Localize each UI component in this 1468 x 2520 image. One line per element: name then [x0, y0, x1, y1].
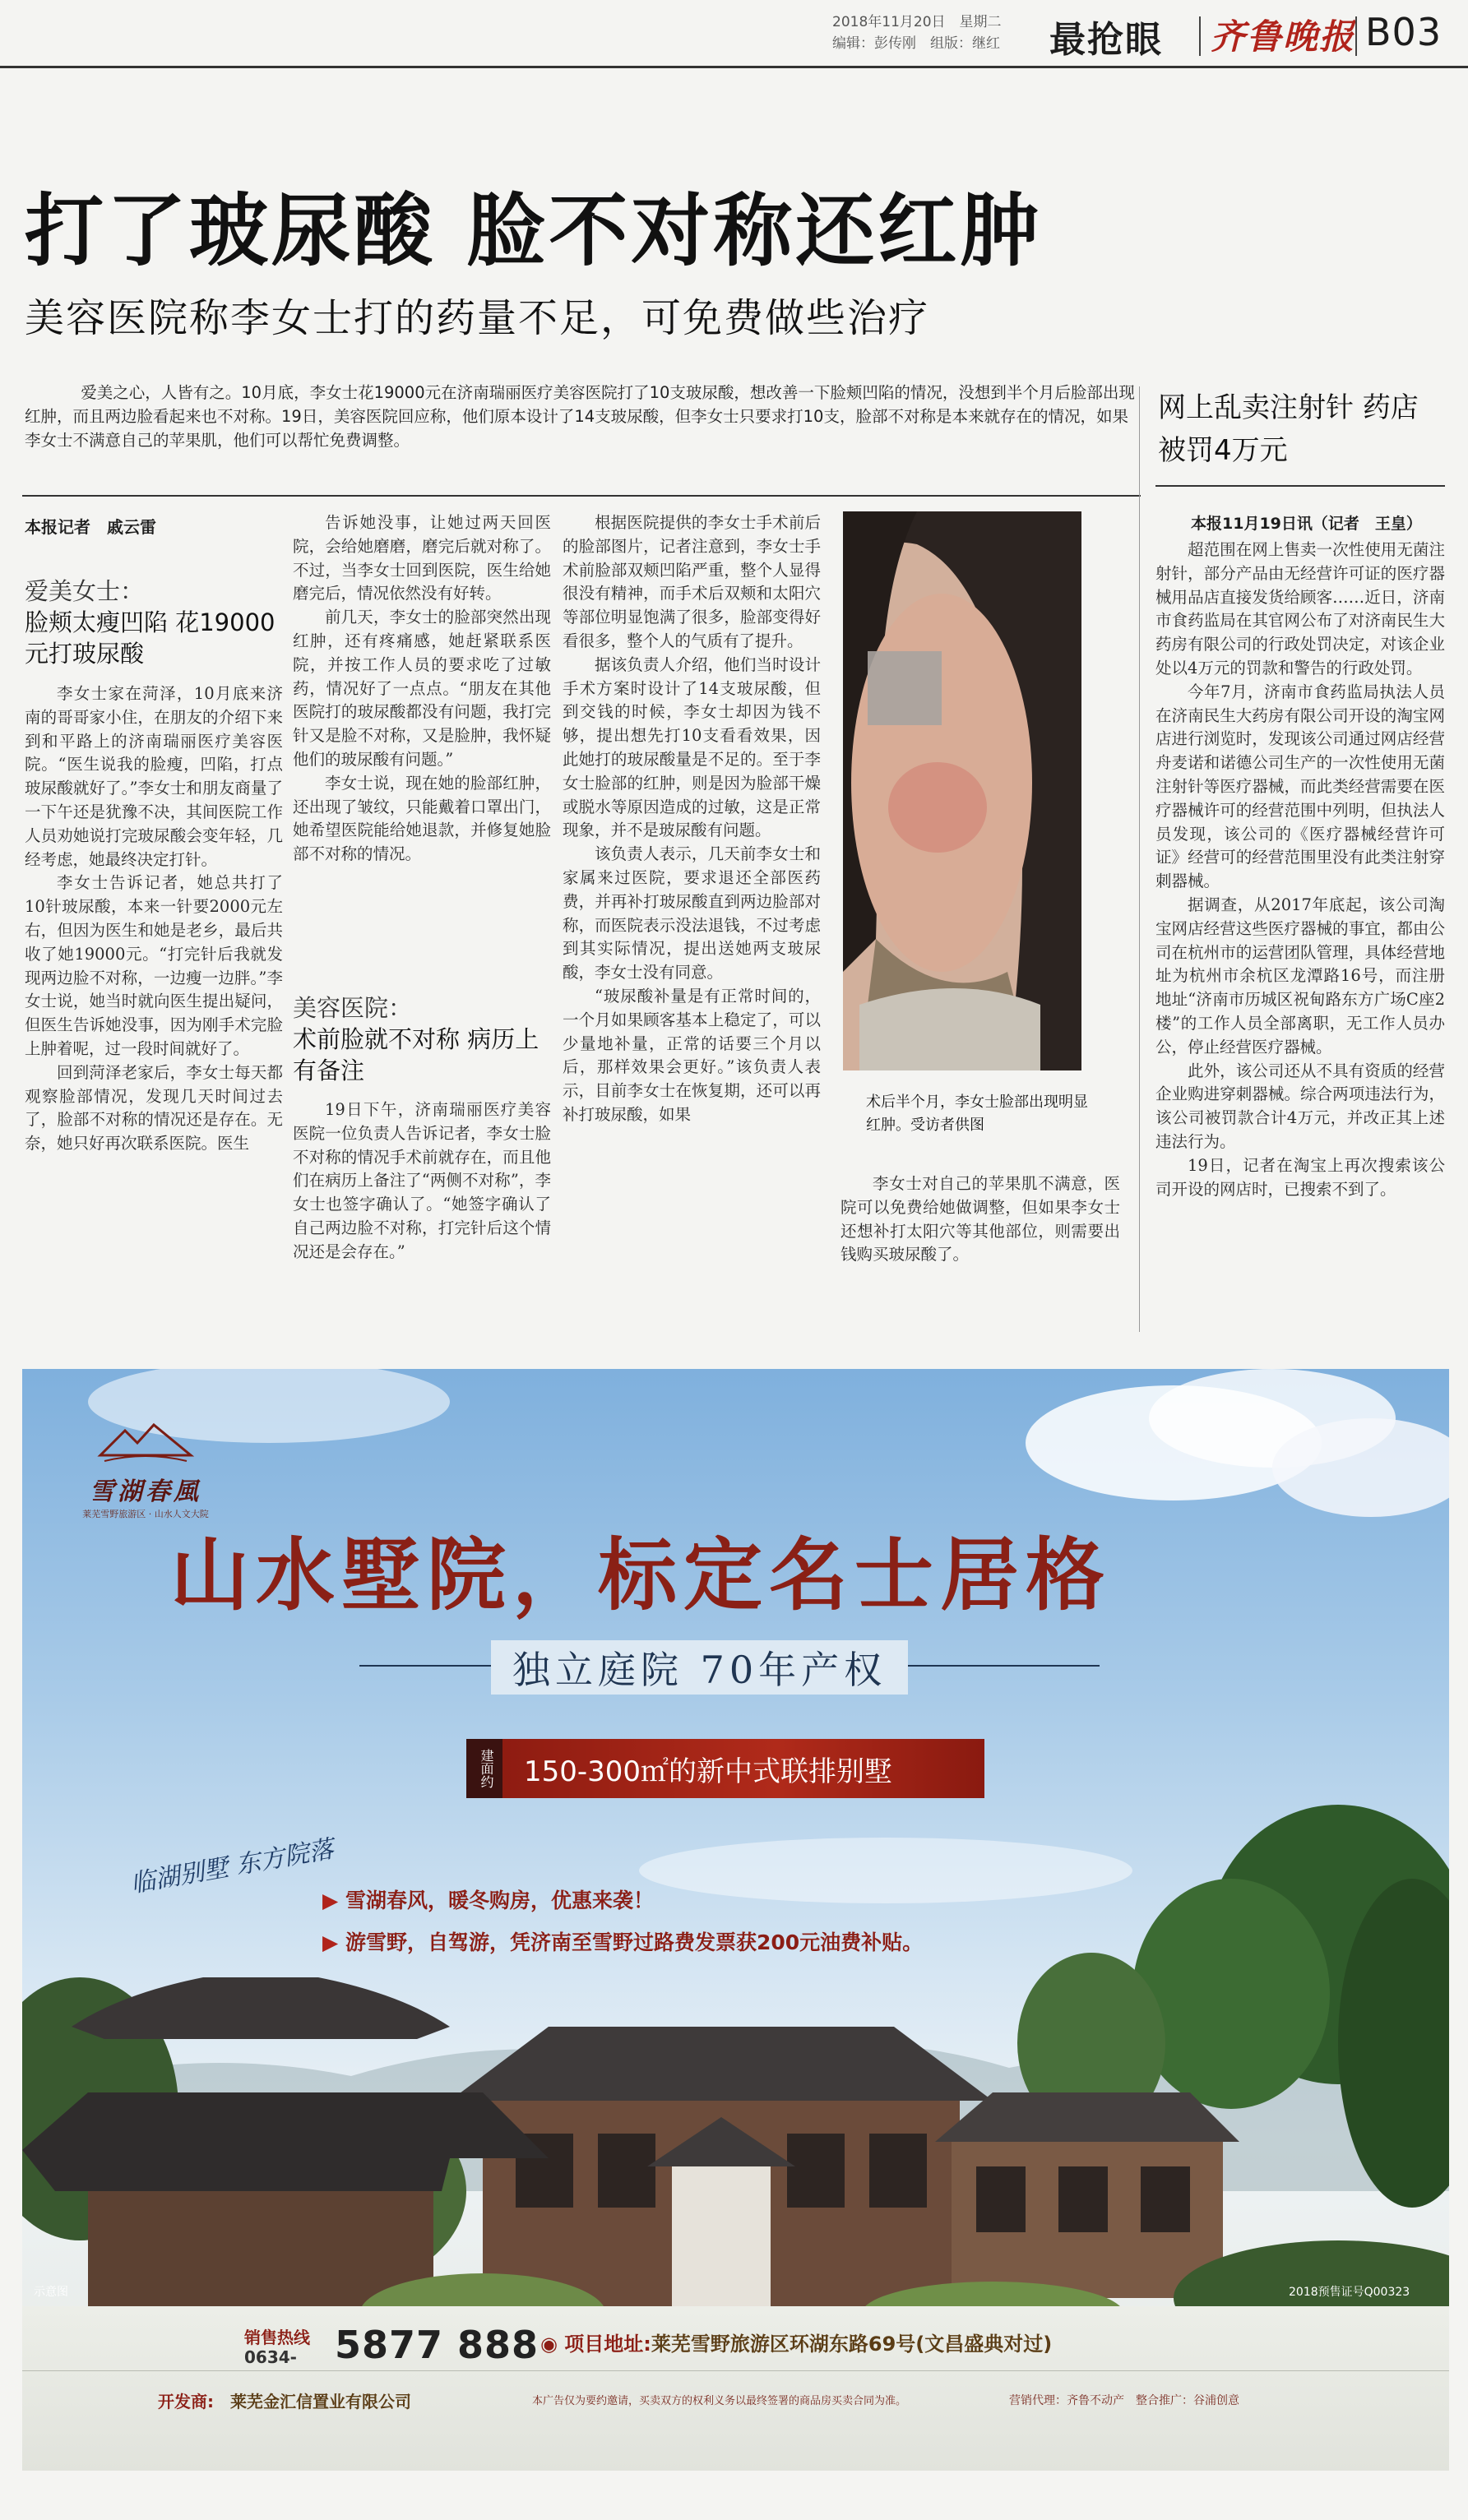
- developer-line: [158, 2388, 411, 2412]
- paragraph: 该负责人表示，几天前李女士和家属来过医院，要求退还全部医药费，并再补打玻尿酸直到两边脸部对称，而医院表示没法退钱，不过考虑到其实际情况，提出送她两支玻尿酸，李女士没有同意。: [563, 844, 821, 983]
- ad-bullet-1: [322, 1884, 654, 1914]
- ad-bullet-2: [322, 1926, 923, 1956]
- section-title-2: 术前脸就不对称 病历上有备注: [293, 1025, 540, 1084]
- illustration-note: 示意图: [34, 2286, 68, 2299]
- layout-credit: 组版：继红: [930, 35, 1000, 52]
- issue-weekday: 星期二: [959, 14, 1002, 30]
- triangle-bullet-icon: ▶: [322, 1930, 345, 1954]
- bullet-text: 游雪野，自驾游，凭济南至雪野过路费发票获200元油费补贴。: [345, 1930, 924, 1954]
- hotline-block: [244, 2328, 310, 2367]
- paragraph: 19日下午，济南瑞丽医疗美容医院一位负责人告诉记者，李女士脸不对称的情况手术前就存在，而且他们在病历上备注了“两侧不对称”，李女士也签字确认了。“她签字确认了自己两边脸不对称，打完针后这个情况还是会存在。”: [293, 1100, 551, 1261]
- size-band: [466, 1739, 984, 1798]
- sidebar-headline: 网上乱卖注射针 药店被罚4万元: [1158, 391, 1419, 467]
- paragraph: 李女士家在菏泽，10月底来济南的哥哥家小住，在朋友的介绍下来到和平路上的济南瑞丽医疗美容医院。“医生说我的脸瘦，凹陷，打点玻尿酸就好了。”李女士和朋友商量了一下午还是犹豫不决，其间医院工作人员劝她说打完玻尿酸会变年轻，几经考虑，她最终决定打针。: [25, 684, 283, 869]
- ad-title: 山水墅院，标定名士居格: [170, 1528, 1111, 1621]
- footer-divider: [22, 2370, 1449, 2371]
- issue-date: 2018年11月20日: [832, 14, 946, 30]
- paragraph: 李女士对自己的苹果肌不满意，医院可以免费给她做调整，但如果李女士还想补打太阳穴等其他部位，则需要出钱购买玻尿酸了。: [841, 1174, 1120, 1265]
- page-number: B03: [1365, 10, 1443, 54]
- editor: 编辑：彭传刚: [832, 35, 916, 52]
- news-photo: [843, 511, 1081, 1070]
- sidebar-byline: 本报11月19日讯（记者 王皇）: [1191, 515, 1422, 533]
- paragraph: 告诉她没事，让她过两天回医院，会给她磨磨，磨完后就对称了。不过，当李女士回到医院，医生给她磨完后，情况依然没有好转。: [293, 513, 551, 603]
- masthead-rule: [0, 66, 1468, 68]
- paragraph: 根据医院提供的李女士手术前后的脸部图片，记者注意到，李女士手术前脸部双颊凹陷严重，整个人显得很没有精神，而手术后双颊和太阳穴等部位明显饱满了很多，脸部变得好看很多，整个人的气质有了提升。: [563, 513, 821, 650]
- ad-footer: [22, 2306, 1449, 2471]
- section-heading-1: [25, 576, 280, 669]
- masthead-divider: [1199, 16, 1201, 56]
- section-name: 最抢眼: [1049, 19, 1163, 61]
- hotline-label: 销售热线: [244, 2328, 310, 2347]
- paragraph: “玻尿酸补量是有正常时间的，一个月如果顾客基本上稳定了，可以少量地补量，正常的话要三个月以后，那样效果会更好。”该负责人表示，目前李女士在恢复期，还可以再补打玻尿酸，如果: [563, 986, 821, 1124]
- paragraph: 此外，该公司还从不具有资质的经营企业购进穿刺器械。综合两项违法行为，该公司被罚款合计4万元，并改正其上述违法行为。: [1155, 1061, 1445, 1151]
- section-title-1: 脸颊太瘦凹陷 花19000元打玻尿酸: [25, 608, 276, 668]
- developer-name: 莱芜金汇信置业有限公司: [230, 2392, 411, 2411]
- band-tag: 建面约: [466, 1739, 502, 1798]
- paragraph: 前几天，李女士的脸部突然出现红肿，还有疼痛感，她赶紧联系医院，并按工作人员的要求吃了过敏药，情况好了一点点。“朋友在其他医院打的玻尿酸都没有问题，我打完针又是脸不对称，又是脸肿，我怀疑他们的玻尿酸有问题。”: [293, 608, 551, 769]
- ad-agencies: 营销代理：齐鲁不动产 整合推广：谷浦创意: [1009, 2394, 1239, 2407]
- triangle-bullet-icon: ▶: [322, 1889, 345, 1912]
- paragraph: 回到菏泽老家后，李女士每天都观察脸部情况，发现几天时间过去了，脸部不对称的情况还是存在。无奈，她只好再次联系医院。医生: [25, 1062, 283, 1154]
- brand-tagline: 莱芜雪野旅游区 · 山水人文大院: [82, 1509, 209, 1519]
- section-label-1: 爱美女士：: [25, 577, 145, 605]
- area-code: 0634-: [244, 2347, 297, 2367]
- section-heading-2: [293, 992, 551, 1086]
- address-label: 项目地址:: [564, 2333, 651, 2356]
- paragraph: 据该负责人介绍，他们当时设计手术方案时设计了14支玻尿酸，但到交钱的时候，李女士却因为钱不够，提出想先打10支看看效果，因此她打的玻尿酸量是不足的。至于李女士脸部的红肿，则是因为脸部干燥或脱水等原因造成的过敏，这是正常现象，并不是玻尿酸有问题。: [563, 654, 821, 840]
- location-pin-icon: ◉: [540, 2333, 565, 2356]
- paragraph: 今年7月，济南市食药监局执法人员在济南民生大药房有限公司开设的淘宝网店进行浏览时，发现该公司通过网店经营舟麦诺和诺德公司生产的一次性使用无菌注射针等医疗器械，而此类经营需要在医疗器械许可的经营范围中列明，但执法人员发现，该公司的《医疗器械经营许可证》经营可的经营范围里没有此类注射穿刺器械。: [1155, 682, 1445, 891]
- column-4: [841, 1172, 1120, 1329]
- photo-caption: 术后半个月，李女士脸部出现明显红肿。受访者供图: [866, 1094, 1088, 1134]
- column-2b: [293, 1098, 551, 1345]
- subheadline: 美容医院称李女士打的药量不足，可免费做些治疗: [25, 295, 930, 341]
- paragraph: 19日，记者在淘宝上再次搜索该公司开设的网店时，已搜索不到了。: [1155, 1155, 1445, 1199]
- paragraph: 李女士说，现在她的脸部红肿，还出现了皱纹，只能戴着口罩出门，她希望医院能给她退款，并修复她脸部不对称的情况。: [293, 773, 551, 864]
- column-1: [25, 682, 283, 1357]
- column-3: [563, 511, 821, 1350]
- sidebar-rule: [1155, 485, 1445, 487]
- address-line: [540, 2328, 1052, 2356]
- brand-logo: [72, 1418, 220, 1520]
- paragraph: 据调查，从2017年底起，该公司淘宝网店经营这些医疗器械的事宜，都由公司在杭州市的运营团队管理，具体经营地址为杭州市余杭区龙潭路16号，而注册地址“济南市历城区祝甸路东方广场C座2楼”的工作人员全部离职，无工作人员办公，停止经营医疗器械。: [1155, 895, 1445, 1057]
- ad-disclaimer: 本广告仅为要约邀请，买卖双方的权利义务以最终签署的商品房买卖合同为准。: [532, 2395, 907, 2407]
- paper-logo: 齐鲁晚报: [1211, 16, 1356, 57]
- real-estate-advertisement: [22, 1369, 1449, 2471]
- band-text: 150-300㎡的新中式联排别墅: [524, 1755, 893, 1788]
- paragraph: 李女士告诉记者，她总共打了10针玻尿酸，本来一针要2000元左右，但因为医生和她是老乡，最后共收了她19000元。“打完针后我就发现两边脸不对称，一边瘦一边胖。”李女士说，她当时就向医生提出疑问，但医生告诉她没事，因为刚手术完脸上肿着呢，过一段时间就好了。: [25, 873, 283, 1058]
- paragraph: 超范围在网上售卖一次性使用无菌注射针，部分产品由无经营许可证的医疗器械用品店直接发货给顾客……近日，济南市食药监局在其官网公布了对济南民生大药房有限公司的行政处罚决定，对该企业处以4万元的罚款和警告的行政处罚。: [1155, 540, 1445, 677]
- section-label-2: 美容医院：: [293, 994, 413, 1022]
- masthead-divider-2: [1355, 16, 1357, 56]
- byline: 本报记者 戚云雷: [25, 517, 156, 537]
- sidebar-body: [1155, 539, 1445, 1340]
- lead-paragraph: 爱美之心，人皆有之。10月底，李女士花19000元在济南瑞丽医疗美容医院打了10支玻尿酸，想改善一下脸颊凹陷的情况，没想到半个月后脸部出现红肿，而且两边脸看起来也不对称。19日，美容医院回应称，他们原本设计了14支玻尿酸，但李女士只要求打10支，脸部不对称是本来就存在的情况，如果李女士不满意自己的苹果肌，他们可以帮忙免费调整。: [25, 383, 1135, 450]
- issue-info: [832, 12, 1046, 54]
- brand-name: 雪湖春風: [90, 1477, 201, 1506]
- lead-rule: [22, 495, 1141, 497]
- column-2: [293, 511, 551, 980]
- hotline-number: 5877 888: [335, 2323, 540, 2367]
- bullet-text: 雪湖春风，暖冬购房，优惠来袭！: [345, 1889, 654, 1912]
- sidebar-divider: [1139, 386, 1140, 1332]
- headline: 打了玻尿酸 脸不对称还红肿: [25, 185, 1043, 277]
- address-text: 莱芜雪野旅游区环湖东路69号(文昌盛典对过): [651, 2333, 1053, 2356]
- calligraphy-slogan: 临湖别墅 东方院落: [128, 1834, 336, 1899]
- developer-label: 开发商:: [158, 2392, 214, 2411]
- presale-permit: 2018预售证号Q00323: [1289, 2286, 1410, 2299]
- mountain-logo-icon: [96, 1418, 195, 1468]
- face-photo-illustration: [843, 511, 1081, 1070]
- ad-subtitle: 独立庭院 70年产权: [491, 1640, 908, 1695]
